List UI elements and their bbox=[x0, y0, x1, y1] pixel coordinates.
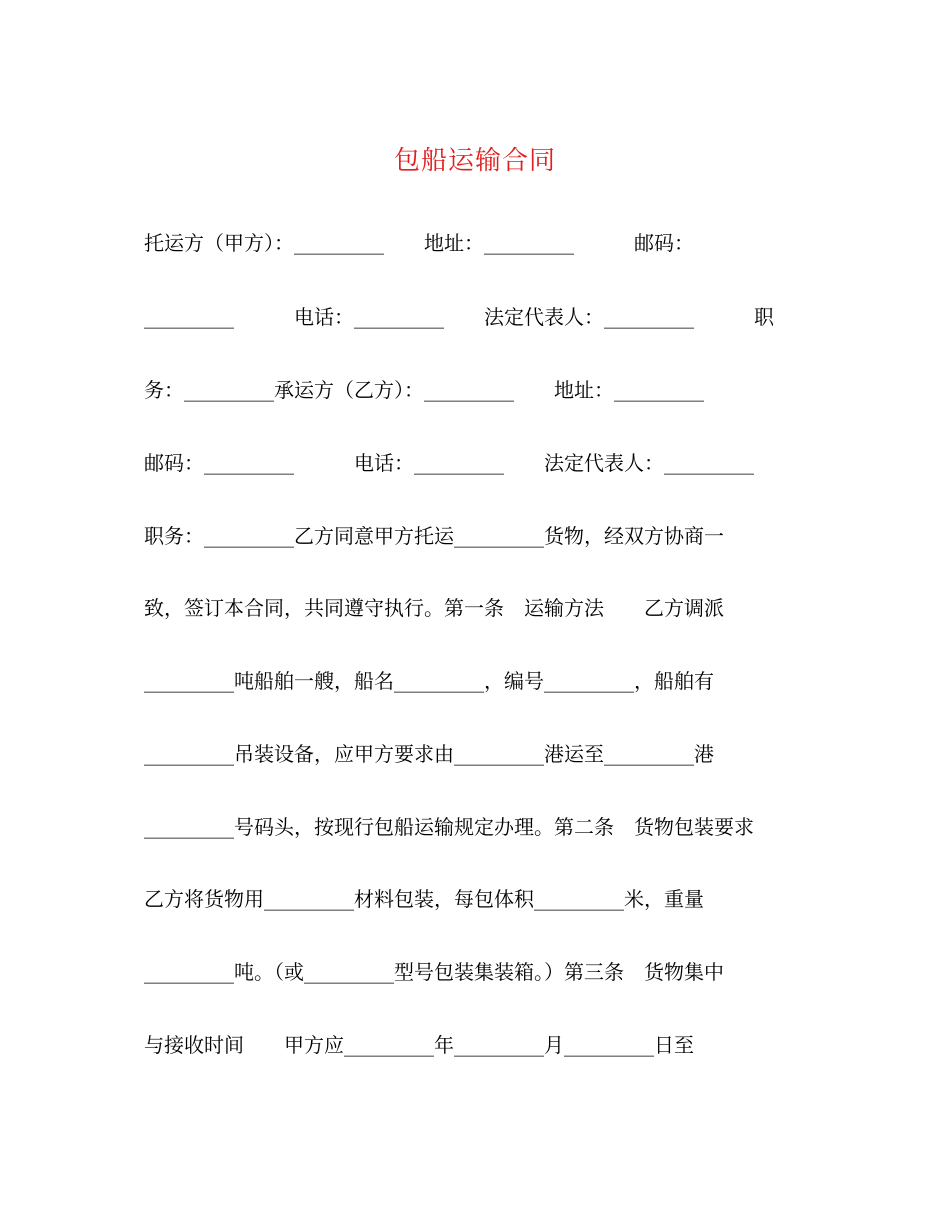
contract-line: _________吨。（或_________型号包装集装箱。）第三条 货物集中 bbox=[144, 960, 724, 984]
contract-line: 托运方（甲方）：_________ 地址：_________ 邮码： bbox=[144, 231, 694, 255]
contract-line: _________号码头，按现行包船运输规定办理。第二条 货物包装要求 bbox=[144, 815, 754, 839]
contract-line: 职务：_________乙方同意甲方托运_________货物，经双方协商一 bbox=[144, 524, 724, 548]
contract-line: 务：_________承运方（乙方）：_________ 地址：_________ bbox=[144, 378, 704, 402]
contract-line: 致，签订本合同，共同遵守执行。第一条 运输方法 乙方调派 bbox=[144, 596, 724, 620]
contract-line: 与接收时间 甲方应_________年_________月_________日至 bbox=[144, 1033, 694, 1057]
contract-line: _________ 电话：_________ 法定代表人：_________ 职 bbox=[144, 305, 774, 329]
contract-line: _________吨船舶一艘，船名_________，编号_________，船舶有 bbox=[144, 669, 714, 693]
contract-line: 邮码：_________ 电话：_________ 法定代表人：_________ bbox=[144, 451, 754, 475]
contract-line: 乙方将货物用_________材料包装，每包体积_________米，重量 bbox=[144, 887, 704, 911]
contract-line: _________吊装设备，应甲方要求由_________港运至_________港 bbox=[144, 742, 714, 766]
document-title: 包船运输合同 bbox=[393, 146, 556, 176]
